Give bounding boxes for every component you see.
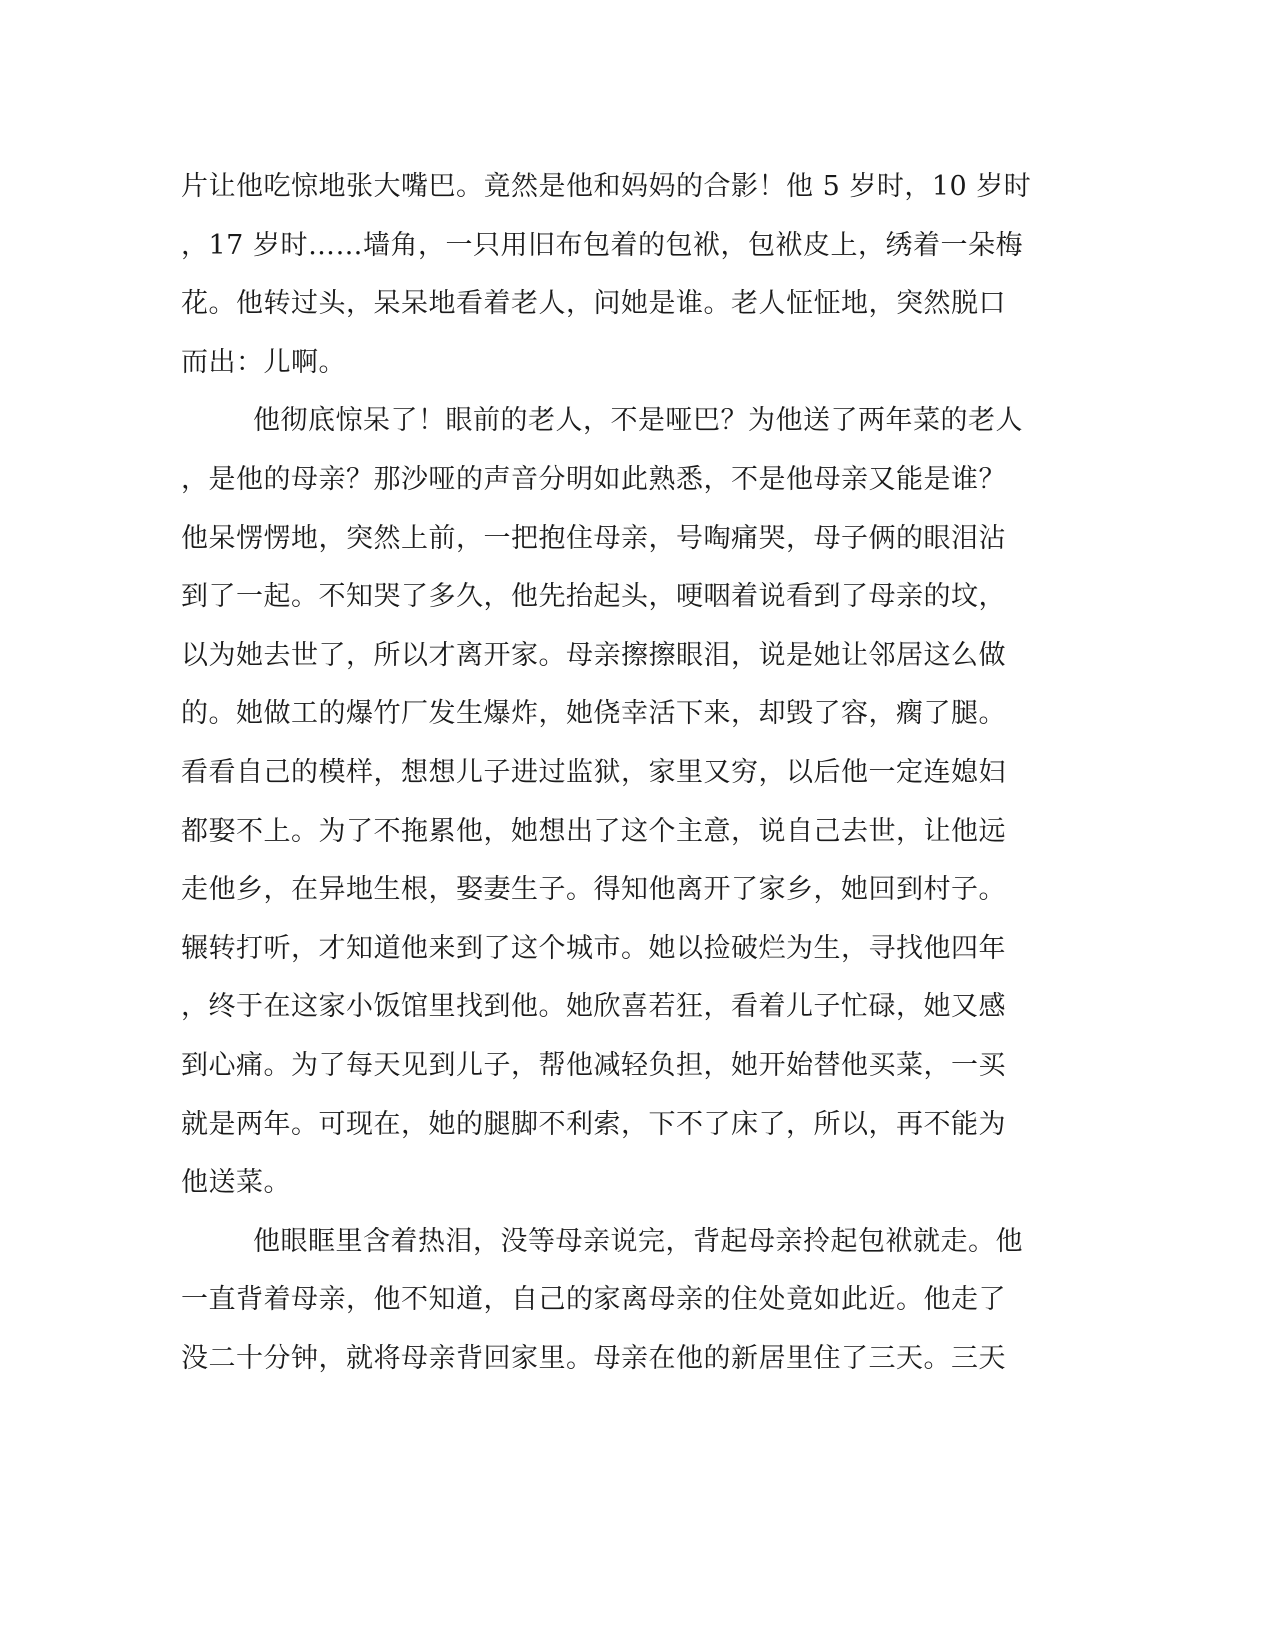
text-line: 看看自己的模样，想想儿子进过监狱，家里又穷，以后他一定连媳妇 xyxy=(181,756,1006,788)
text-line: 辗转打听，才知道他来到了这个城市。她以捡破烂为生，寻找他四年 xyxy=(181,932,1006,964)
body-text xyxy=(181,158,1061,1388)
text-line: 一直背着母亲，他不知道，自己的家离母亲的住处竟如此近。他走了 xyxy=(181,1284,1006,1316)
text-line: ，终于在这家小饭馆里找到他。她欣喜若狂，看着儿子忙碌，她又感 xyxy=(181,991,1006,1023)
text-line: 花。他转过头，呆呆地看着老人，问她是谁。老人怔怔地，突然脱口 xyxy=(181,288,1006,320)
text-line: 他呆愣愣地，突然上前，一把抱住母亲，号啕痛哭，母子俩的眼泪沾 xyxy=(181,522,1006,554)
text-line: 而出：儿啊。 xyxy=(181,346,346,378)
text-line: 到了一起。不知哭了多久，他先抬起头，哽咽着说看到了母亲的坟， xyxy=(181,581,1006,613)
text-line: 他送菜。 xyxy=(181,1167,291,1199)
text-line: ，是他的母亲？那沙哑的声音分明如此熟悉，不是他母亲又能是谁？ xyxy=(181,463,1006,495)
text-line: 他眼眶里含着热泪，没等母亲说完，背起母亲拎起包袱就走。他 xyxy=(253,1225,1023,1257)
text-line: 都娶不上。为了不拖累他，她想出了这个主意，说自己去世，让他远 xyxy=(181,815,1006,847)
text-line: 他彻底惊呆了！眼前的老人，不是哑巴？为他送了两年菜的老人 xyxy=(253,405,1023,437)
text-line: 以为她去世了，所以才离开家。母亲擦擦眼泪，说是她让邻居这么做 xyxy=(181,639,1006,671)
text-line: 没二十分钟，就将母亲背回家里。母亲在他的新居里住了三天。三天 xyxy=(181,1342,1006,1374)
text-line: 就是两年。可现在，她的腿脚不利索，下不了床了，所以，再不能为 xyxy=(181,1108,1006,1140)
text-line: 片让他吃惊地张大嘴巴。竟然是他和妈妈的合影！他 5 岁时，10 岁时 xyxy=(181,171,1032,202)
text-line: 的。她做工的爆竹厂发生爆炸，她侥幸活下来，却毁了容，瘸了腿。 xyxy=(181,698,1006,730)
text-line: 走他乡，在异地生根，娶妻生子。得知他离开了家乡，她回到村子。 xyxy=(181,874,1006,906)
text-line: 到心痛。为了每天见到儿子，帮他减轻负担，她开始替他买菜，一买 xyxy=(181,1049,1006,1081)
text-line: ，17 岁时……墙角，一只用旧布包着的包袱，包袱皮上，绣着一朵梅 xyxy=(181,229,1023,261)
